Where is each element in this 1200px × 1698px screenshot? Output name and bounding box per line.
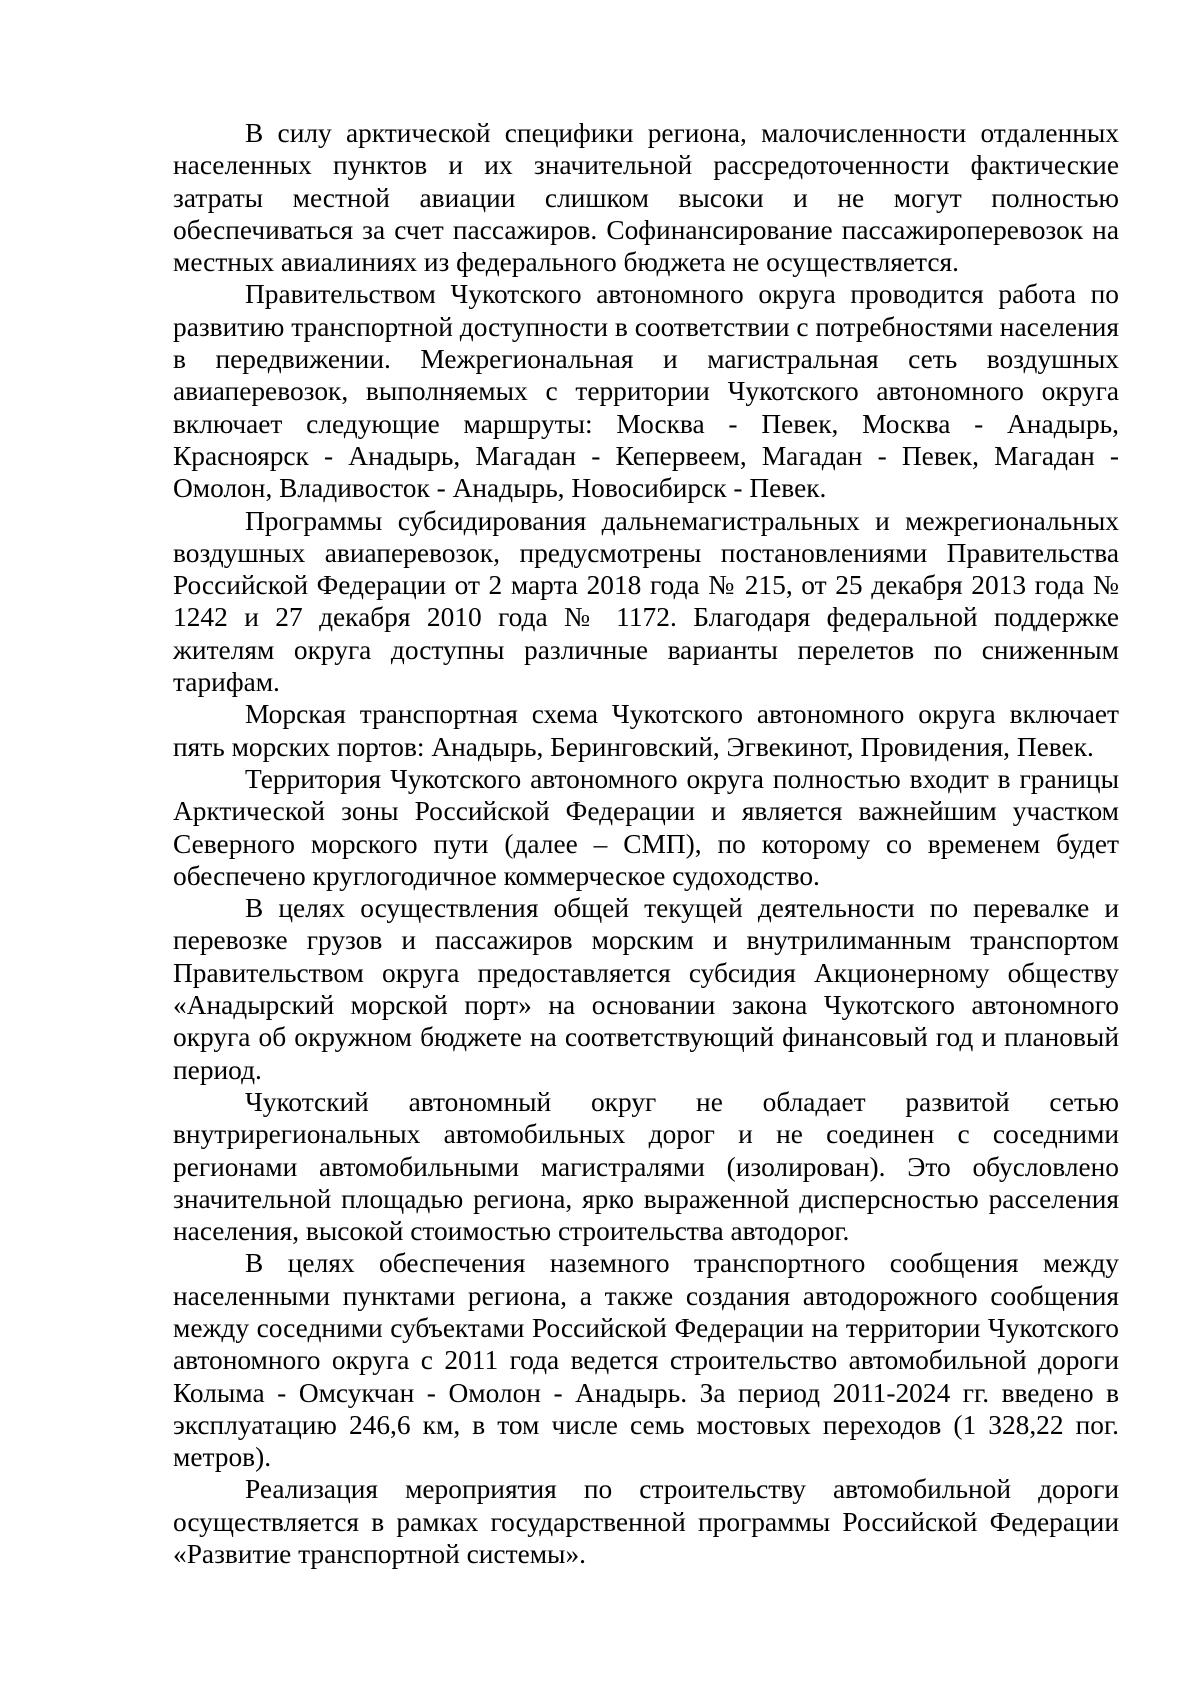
paragraph-road-network: Чукотский автономный округ не обладает развитой сетью внутрирегиональных автомобильных дорог и не соединен с соседними регионами автомобильными магистралями (изолирован). Это обусловлено значительной площадью региона, ярко выраженной дисперсностью расселения населения, высокой стоимостью строительства автодорог.	[173, 1086, 1119, 1247]
document-body	[173, 117, 1119, 1570]
paragraph-air-routes: Правительством Чукотского автономного округа проводится работа по развитию транспортной доступности в соответствии с потребностями населения в передвижении. Межрегиональная и магистральная сеть воздушных авиаперевозок, выполняемых с территории Чукотского автономного округа включает следующие маршруты: Москва - Певек, Москва - Анадырь, Красноярск - Анадырь, Магадан - Кепервеем, Магадан - Певек, Магадан - Омолон, Владивосток - Анадырь, Новосибирск - Певек.	[173, 279, 1119, 504]
paragraph-port-subsidy: В целях осуществления общей текущей деятельности по перевалке и перевозке грузов и пассажиров морским и внутрилиманным транспортом Правительством округа предоставляется субсидия Акционерному обществу «Анадырский морской порт» на основании закона Чукотского автономного округа об окружном бюджете на соответствующий финансовый год и плановый период.	[173, 893, 1119, 1085]
paragraph-arctic-zone: Территория Чукотского автономного округа полностью входит в границы Арктической зоны Российской Федерации и является важнейшим участком Северного морского пути (далее – СМП), по которому со временем будет обеспечено круглогодичное коммерческое судоходство.	[173, 763, 1119, 891]
paragraph-state-program: Реализация мероприятия по строительству автомобильной дороги осуществляется в рамках государственной программы Российской Федерации «Развитие транспортной системы».	[173, 1474, 1119, 1570]
paragraph-subsidy-programs: Программы субсидирования дальнемагистральных и межрегиональных воздушных авиаперевозок, предусмотрены постановлениями Правительства Российской Федерации от 2 марта 2018 года № 215, от 25 декабря 2013 года № 1242 и 27 декабря 2010 года № 1172. Благодаря федеральной поддержке жителям округа доступны различные варианты перелетов по сниженным тарифам.	[173, 505, 1119, 698]
paragraph-road-construction: В целях обеспечения наземного транспортного сообщения между населенными пунктами региона, а также создания автодорожного сообщения между соседними субъектами Российской Федерации на территории Чукотского автономного округа с 2011 года ведется строительство автомобильной дороги Колыма - Омсукчан - Омолон - Анадырь. За период 2011-2024 гг. введено в эксплуатацию 246,6 км, в том числе семь мостовых переходов (1 328,22 пог. метров).	[173, 1248, 1119, 1473]
paragraph-local-aviation: В силу арктической специфики региона, малочисленности отдаленных населенных пунктов и их значительной рассредоточенности фактические затраты местной авиации слишком высоки и не могут полностью обеспечиваться за счет пассажиров. Софинансирование пассажироперевозок на местных авиалиниях из федерального бюджета не осуществляется.	[173, 118, 1119, 278]
paragraph-sea-ports: Морская транспортная схема Чукотского автономного округа включает пять морских портов: Анадырь, Беринговский, Эгвекинот, Провидения, Певек.	[173, 699, 1119, 762]
